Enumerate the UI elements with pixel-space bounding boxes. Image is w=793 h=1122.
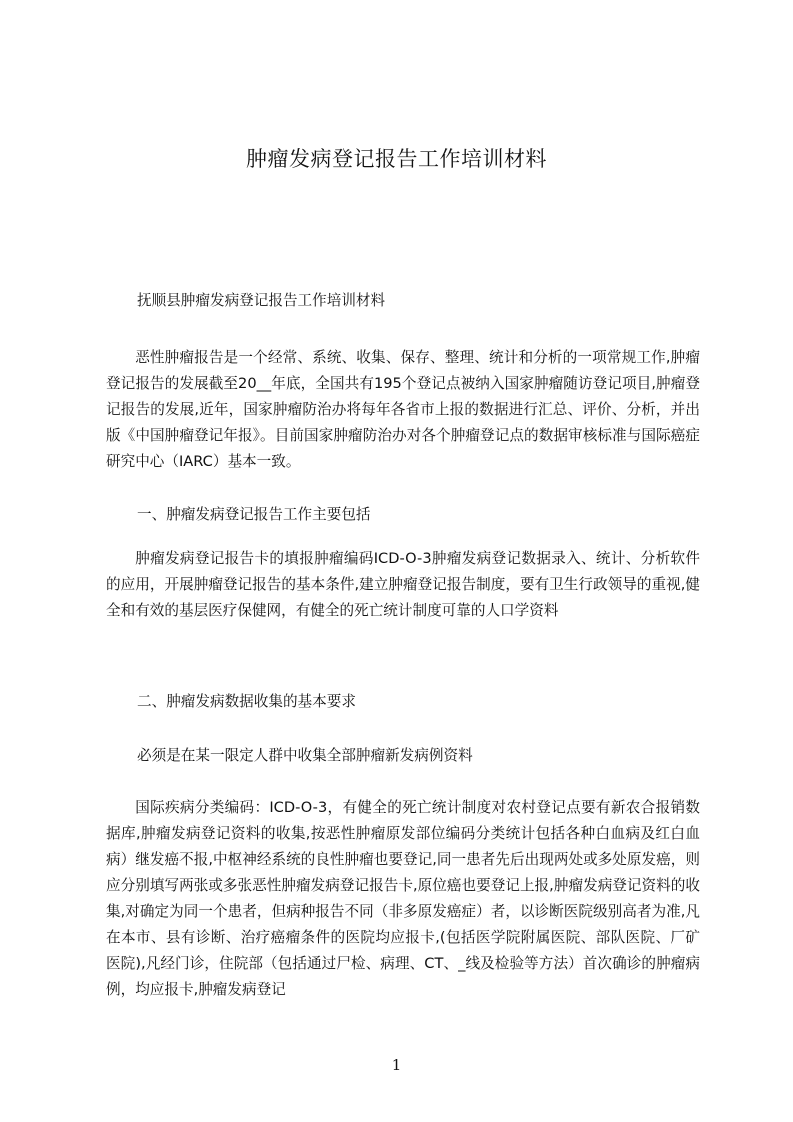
paragraph-coding: 国际疾病分类编码：ICD-O-3，有健全的死亡统计制度对农村登记点要有新农合报销数据库,肿瘤发病登记资料的收集,按恶性肿瘤原发部位编码分类统计包括各种白血病及红白血病）继发癌不报,中枢神经系统的良性肿瘤也要登记,同一患者先后出现两处或多处原发癌，则应分别填写两张或多张恶性肿瘤发病登记报告卡,原位癌也要登记上报,肿瘤发病登记资料的收集,对确定为同一个患者，但病种报告不同（非多原发癌症）者，以诊断医院级别高者为准,凡在本市、县有诊断、治疗癌瘤条件的医院均应报卡,(包括医学院附属医院、部队医院、厂矿医院),凡经门诊，住院部（包括通过尸检、病理、CT、_线及检验等方法）首次确诊的肿瘤病例，均应报卡,肿瘤发病登记 [106, 799, 700, 998]
paragraph-intro: 恶性肿瘤报告是一个经常、系统、收集、保存、整理、统计和分析的一项常规工作,肿瘤登记报告的发展截至20__年底，全国共有195个登记点被纳入国家肿瘤随访登记项目,肿瘤登记报告的发展,近年，国家肿瘤防治办将每年各省市上报的数据进行汇总、评价、分析，并出版《中国肿瘤登记年报》。目前国家肿瘤防治办对各个肿瘤登记点的数据审核标准与国际癌症研究中心（IARC）基本一致。 [106, 349, 700, 470]
section-heading-1: 一、肿瘤发病登记报告工作主要包括 [137, 506, 371, 523]
page-number: 1 [391, 1056, 402, 1074]
section-heading-2: 二、肿瘤发病数据收集的基本要求 [137, 693, 356, 710]
paragraph-requirement: 必须是在某一限定人群中收集全部肿瘤新发病例资料 [137, 747, 473, 764]
document-title: 肿瘤发病登记报告工作培训材料 [246, 147, 547, 171]
document-subtitle: 抚顺县肿瘤发病登记报告工作培训材料 [137, 292, 386, 309]
paragraph-section-1: 肿瘤发病登记报告卡的填报肿瘤编码ICD-O-3肿瘤发病登记数据录入、统计、分析软件的应用，开展肿瘤登记报告的基本条件,建立肿瘤登记报告制度，要有卫生行政领导的重视,健全和有效的基层医疗保健网，有健全的死亡统计制度可靠的人口学资料 [106, 550, 700, 619]
